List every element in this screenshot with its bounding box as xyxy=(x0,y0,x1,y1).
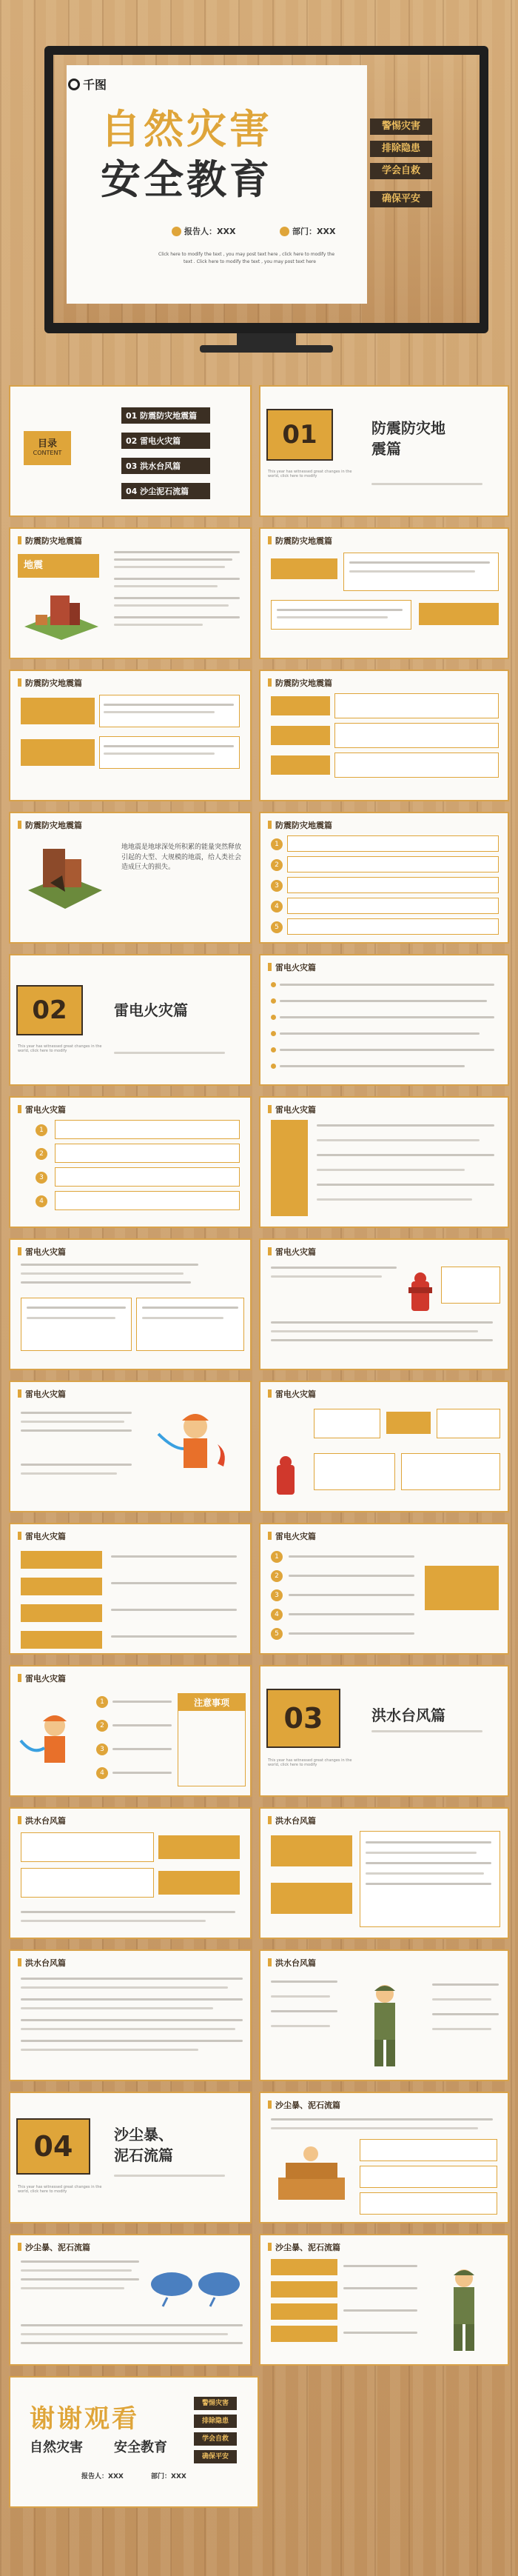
section-title: 洪水台风篇 xyxy=(18,1957,66,1969)
fire-slide-4 xyxy=(9,1238,252,1370)
logo-text: 千图 xyxy=(83,78,107,92)
fire-slide-3 xyxy=(259,1096,509,1228)
flood-slide-1 xyxy=(9,1807,252,1939)
chapter-04-number-box: 04 xyxy=(16,2118,90,2175)
ending-title: 谢谢观看 xyxy=(30,2404,139,2434)
section-title: 防震防灾地震篇 xyxy=(268,535,332,547)
toc-item-3[interactable]: 03 洪水台风篇 xyxy=(121,458,210,474)
fire-slide-6 xyxy=(9,1381,252,1512)
monitor-base xyxy=(200,345,333,353)
chapter-01-title-1: 防震防灾地 xyxy=(371,419,445,437)
earthquake-illustration xyxy=(21,838,110,912)
ending-tag-2: 排除隐患 xyxy=(194,2415,237,2428)
chapter-04-title-1: 沙尘暴、 xyxy=(114,2126,173,2143)
chapter-04-note: This year has witnessed great changes in the world, click here to modify xyxy=(18,2185,102,2194)
section-title: 雷电火灾篇 xyxy=(18,1246,66,1258)
section-title: 防震防灾地震篇 xyxy=(268,819,332,831)
cover-tag-3: 学会自救 xyxy=(370,163,432,179)
logo xyxy=(68,76,107,93)
section-title: 雷电火灾篇 xyxy=(18,1672,66,1684)
fire-slide-1 xyxy=(259,954,509,1086)
cover-note-1: Click here to modify the text , you may post text here , click here to modify the xyxy=(158,252,335,257)
fire-slide-7 xyxy=(259,1381,509,1512)
toc-item-1[interactable]: 01 防震防灾地震篇 xyxy=(121,407,210,424)
toc-item-4[interactable]: 04 沙尘泥石流篇 xyxy=(121,483,210,499)
chapter-01-title-2: 震篇 xyxy=(371,440,401,458)
ending-tag-4: 确保平安 xyxy=(194,2450,237,2463)
section-title: 雷电火灾篇 xyxy=(18,1530,66,1542)
flood-slide-4 xyxy=(259,1949,509,2081)
section-title: 防震防灾地震篇 xyxy=(18,677,82,689)
cover-tag-4: 确保平安 xyxy=(370,191,432,207)
ending-subtitle-1: 自然灾害 xyxy=(30,2440,83,2455)
sand-slide-2 xyxy=(9,2234,252,2366)
chapter-02-note: This year has witnessed great changes in the world, click here to modify xyxy=(18,1044,102,1053)
sand-slide-3 xyxy=(259,2234,509,2366)
fire-slide-5 xyxy=(259,1238,509,1370)
fire-slide-2: 雷电火灾篇 1 2 3 4 xyxy=(9,1096,252,1228)
cover-title-line1: 自然灾害 xyxy=(101,106,272,153)
chapter-04-title-2: 泥石流篇 xyxy=(114,2146,173,2164)
section-title: 雷电火灾篇 xyxy=(268,1246,316,1258)
flood-slide-3 xyxy=(9,1949,252,2081)
chapter-03-number-box: 03 xyxy=(266,1689,340,1748)
rescuer-illustration xyxy=(431,2262,497,2358)
cover-reporter: 报告人：XXX xyxy=(172,225,235,237)
cover-tag-1: 警惕灾害 xyxy=(370,119,432,135)
collapsed-building-illustration xyxy=(21,582,102,641)
quake-slide-1 xyxy=(9,527,252,659)
storm-cloud-icon xyxy=(148,2265,244,2309)
fire-hydrant-icon xyxy=(406,1269,435,1314)
section-title: 雷电火灾篇 xyxy=(268,1388,316,1400)
section-title: 雷电火灾篇 xyxy=(268,1104,316,1115)
chapter-04-slide xyxy=(9,2092,252,2223)
section-title: 雷电火灾篇 xyxy=(18,1104,66,1115)
section-title: 雷电火灾篇 xyxy=(18,1388,66,1400)
ending-reporter: 报告人：XXX xyxy=(81,2473,124,2480)
cover-title-line2: 安全教育 xyxy=(101,156,272,203)
fire-extinguisher-icon xyxy=(271,1453,300,1498)
ending-tags xyxy=(194,2397,237,2463)
flood-slide-2 xyxy=(259,1807,509,1939)
building-icon xyxy=(280,227,289,236)
firefighter-illustration xyxy=(151,1404,240,1486)
section-title: 防震防灾地震篇 xyxy=(18,535,82,547)
ending-tag-3: 学会自救 xyxy=(194,2432,237,2446)
chapter-02-slide xyxy=(9,954,252,1086)
soldier-illustration xyxy=(348,1978,422,2074)
section-title: 洪水台风篇 xyxy=(18,1815,66,1826)
quake-slide-5 xyxy=(9,812,252,944)
section-title: 防震防灾地震篇 xyxy=(268,677,332,689)
ending-tag-1: 警惕灾害 xyxy=(194,2397,237,2410)
section-title: 沙尘暴、泥石流篇 xyxy=(18,2241,90,2253)
firefighter-hose-illustration xyxy=(18,1704,92,1778)
quake-label-box: 地震 xyxy=(18,554,99,578)
fire-slide-9: 雷电火灾篇 1 2 3 4 5 xyxy=(259,1523,509,1655)
chapter-01-note: This year has witnessed great changes in the world, click here to modify xyxy=(268,470,352,478)
cover-dept: 部门：XXX xyxy=(280,225,335,237)
quake-paragraph: 地地震是地球深处所积累的能量突然释放引起的大型、大规模的地震，给人类社会造成巨大的损失。 xyxy=(121,844,242,871)
chapter-01-slide xyxy=(259,385,509,517)
logo-icon xyxy=(68,79,80,90)
toc-sublabel: CONTENT xyxy=(33,450,62,456)
section-title: 雷电火灾篇 xyxy=(268,961,316,973)
monitor-stand xyxy=(237,333,296,345)
fire-slide-8 xyxy=(9,1523,252,1655)
quake-slide-2 xyxy=(259,527,509,659)
quake-slide-6: 防震防灾地震篇 1 2 3 4 5 xyxy=(259,812,509,944)
user-icon xyxy=(172,227,181,236)
chapter-03-title: 洪水台风篇 xyxy=(371,1706,445,1724)
ending-subtitle-2: 安全教育 xyxy=(114,2440,167,2455)
section-title: 沙尘暴、泥石流篇 xyxy=(268,2099,340,2111)
sand-slide-1 xyxy=(259,2092,509,2223)
cover-note-2: text . Click here to modify the text , you may post text here xyxy=(184,259,316,264)
chapter-02-number-box: 02 xyxy=(16,985,83,1035)
notice-title: 注意事项 xyxy=(178,1694,245,1711)
toc-item-2[interactable]: 02 雷电火灾篇 xyxy=(121,433,210,449)
sandbag-illustration xyxy=(271,2140,352,2207)
fire-slide-10: 雷电火灾篇 1 2 3 4 注意事项 xyxy=(9,1665,252,1797)
cover-tag-2: 排除隐患 xyxy=(370,141,432,157)
section-title: 雷电火灾篇 xyxy=(268,1530,316,1542)
toc-slide xyxy=(9,385,252,517)
toc-label-box xyxy=(24,431,71,465)
notice-box xyxy=(178,1693,246,1786)
section-title: 洪水台风篇 xyxy=(268,1815,316,1826)
ending-dept: 部门：XXX xyxy=(151,2473,186,2480)
toc-label: 目录 xyxy=(37,438,57,450)
section-title: 沙尘暴、泥石流篇 xyxy=(268,2241,340,2253)
chapter-02-title: 雷电火灾篇 xyxy=(114,1001,188,1019)
section-title: 洪水台风篇 xyxy=(268,1957,316,1969)
section-title: 防震防灾地震篇 xyxy=(18,819,82,831)
quake-slide-3 xyxy=(9,670,252,801)
chapter-03-note: This year has witnessed great changes in the world, click here to modify xyxy=(268,1758,352,1767)
quake-slide-4 xyxy=(259,670,509,801)
chapter-03-slide xyxy=(259,1665,509,1797)
chapter-01-number-box: 01 xyxy=(266,409,333,461)
